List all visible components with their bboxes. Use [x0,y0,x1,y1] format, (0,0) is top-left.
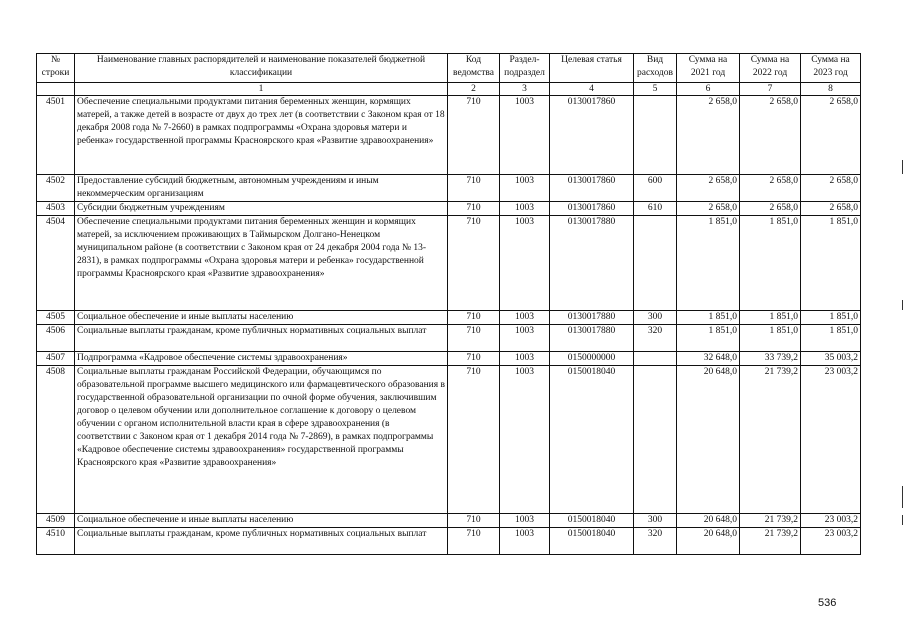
dept-code: 710 [448,175,500,202]
column-index: 5 [634,83,677,96]
header-name: Наименование главных распорядителей и наименование показателей бюджетной классификации [75,54,448,83]
header-sum-2022: Сумма на 2022 год [740,54,801,83]
sum-2023: 23 003,2 [801,514,861,528]
sum-2021: 20 648,0 [677,366,740,514]
section-code: 1003 [500,216,550,311]
column-index [37,83,75,96]
column-index: 1 [75,83,448,96]
row-name: Социальные выплаты гражданам Российской Федерации, обучающимся по образовательной программе высшего медицинского или фармацевтического образования в государственной образовательной организации по очной форме обучения, заключившим договор о целевом обучении или дополнительное соглашение к договору о целевом обучении с органом исполнительной власти края в сфере здравоохранения (в соответствии с Законом края от 1 декабря 2014 года № 7-2869), в рамках подпрограммы «Кадровое обеспечение системы здравоохранения» государственной программы Красноярского края «Развитие здравоохранения» [75,366,448,514]
header-row-number: № строки [37,54,75,83]
sum-2021: 2 658,0 [677,96,740,175]
section-code: 1003 [500,311,550,325]
row-number: 4507 [37,352,75,366]
sum-2021: 1 851,0 [677,311,740,325]
row-number: 4504 [37,216,75,311]
column-index: 4 [550,83,634,96]
section-code: 1003 [500,366,550,514]
expense-type: 300 [634,311,677,325]
sum-2022: 1 851,0 [740,325,801,352]
sum-2021: 2 658,0 [677,202,740,216]
row-name: Обеспечение специальными продуктами питания беременных женщин, кормящих матерей, а также детей в возрасте от двух до трех лет (в соответствии с Законом края от 18 декабря 2008 года № 7-2660) в рамках подпрограммы «Охрана здоровья матери и ребенка» государственной программы Красноярского края «Развитие здравоохранения» [75,96,448,175]
table-row [37,514,861,528]
expense-type: 610 [634,202,677,216]
row-number: 4509 [37,514,75,528]
header-sum-2021: Сумма на 2021 год [677,54,740,83]
dept-code: 710 [448,352,500,366]
target-article: 0130017860 [550,96,634,175]
sum-2023: 1 851,0 [801,325,861,352]
sum-2022: 2 658,0 [740,202,801,216]
target-article: 0130017860 [550,202,634,216]
sum-2023: 2 658,0 [801,175,861,202]
row-name: Предоставление субсидий бюджетным, автономным учреждениям и иным некоммерческим организациям [75,175,448,202]
sum-2023: 2 658,0 [801,202,861,216]
expense-type: 300 [634,514,677,528]
sum-2021: 2 658,0 [677,175,740,202]
header-dept-code: Код ведомства [448,54,500,83]
target-article: 0130017880 [550,325,634,352]
dept-code: 710 [448,96,500,175]
scan-edge-mark [902,486,903,508]
scan-edge-mark [902,300,903,310]
target-article: 0150018040 [550,514,634,528]
page-number: 536 [818,597,837,609]
target-article: 0130017880 [550,216,634,311]
table-row [37,366,861,514]
sum-2023: 2 658,0 [801,96,861,175]
section-code: 1003 [500,528,550,555]
row-number: 4501 [37,96,75,175]
sum-2023: 35 003,2 [801,352,861,366]
expense-type [634,352,677,366]
sum-2021: 32 648,0 [677,352,740,366]
sum-2022: 2 658,0 [740,175,801,202]
sum-2022: 2 658,0 [740,96,801,175]
row-number: 4505 [37,311,75,325]
row-number: 4510 [37,528,75,555]
row-name: Социальные выплаты гражданам, кроме публичных нормативных социальных выплат [75,528,448,555]
dept-code: 710 [448,202,500,216]
target-article: 0130017860 [550,175,634,202]
expense-type [634,216,677,311]
table-row [37,96,861,175]
column-index: 2 [448,83,500,96]
sum-2021: 1 851,0 [677,216,740,311]
row-name: Обеспечение специальными продуктами питания беременных женщин и кормящих матерей, за исключением проживающих в Таймырском Долгано-Ненецком муниципальном районе (в соответствии с Законом края от 24 декабря 2004 года № 13-2831), в рамках подпрограммы «Охрана здоровья матери и ребенка» государственной программы Красноярского края «Развитие здравоохранения» [75,216,448,311]
sum-2021: 20 648,0 [677,528,740,555]
column-index: 8 [801,83,861,96]
sum-2022: 21 739,2 [740,528,801,555]
row-name: Субсидии бюджетным учреждениям [75,202,448,216]
header-section: Раздел-подраздел [500,54,550,83]
table-row [37,175,861,202]
sum-2023: 1 851,0 [801,311,861,325]
sum-2021: 1 851,0 [677,325,740,352]
target-article: 0130017880 [550,311,634,325]
dept-code: 710 [448,514,500,528]
table-row [37,352,861,366]
budget-sheet [36,53,860,555]
table-row [37,202,861,216]
sum-2023: 23 003,2 [801,366,861,514]
column-index: 3 [500,83,550,96]
row-name: Подпрограмма «Кадровое обеспечение системы здравоохранения» [75,352,448,366]
table-row [37,216,861,311]
dept-code: 710 [448,366,500,514]
column-index: 6 [677,83,740,96]
row-number: 4503 [37,202,75,216]
section-code: 1003 [500,514,550,528]
table-row [37,311,861,325]
section-code: 1003 [500,352,550,366]
scan-edge-mark [902,160,903,174]
section-code: 1003 [500,202,550,216]
row-name: Социальное обеспечение и иные выплаты населению [75,514,448,528]
section-code: 1003 [500,325,550,352]
table-row [37,528,861,555]
budget-table [36,53,861,555]
dept-code: 710 [448,528,500,555]
section-code: 1003 [500,175,550,202]
expense-type: 320 [634,528,677,555]
sum-2022: 1 851,0 [740,311,801,325]
sum-2022: 21 739,2 [740,366,801,514]
row-name: Социальные выплаты гражданам, кроме публичных нормативных социальных выплат [75,325,448,352]
header-row [37,54,861,83]
table-row [37,325,861,352]
dept-code: 710 [448,325,500,352]
row-name: Социальное обеспечение и иные выплаты населению [75,311,448,325]
sum-2022: 1 851,0 [740,216,801,311]
sum-2022: 21 739,2 [740,514,801,528]
sum-2023: 23 003,2 [801,528,861,555]
header-sum-2023: Сумма на 2023 год [801,54,861,83]
target-article: 0150018040 [550,528,634,555]
dept-code: 710 [448,216,500,311]
expense-type [634,96,677,175]
target-article: 0150018040 [550,366,634,514]
expense-type: 320 [634,325,677,352]
header-target-article: Целевая статья [550,54,634,83]
row-number: 4506 [37,325,75,352]
sum-2023: 1 851,0 [801,216,861,311]
section-code: 1003 [500,96,550,175]
expense-type: 600 [634,175,677,202]
column-index: 7 [740,83,801,96]
target-article: 0150000000 [550,352,634,366]
sum-2022: 33 739,2 [740,352,801,366]
dept-code: 710 [448,311,500,325]
header-expense-type: Вид расходов [634,54,677,83]
column-index-row [37,83,861,96]
sum-2021: 20 648,0 [677,514,740,528]
row-number: 4508 [37,366,75,514]
scan-edge-mark [902,515,903,525]
row-number: 4502 [37,175,75,202]
expense-type [634,366,677,514]
